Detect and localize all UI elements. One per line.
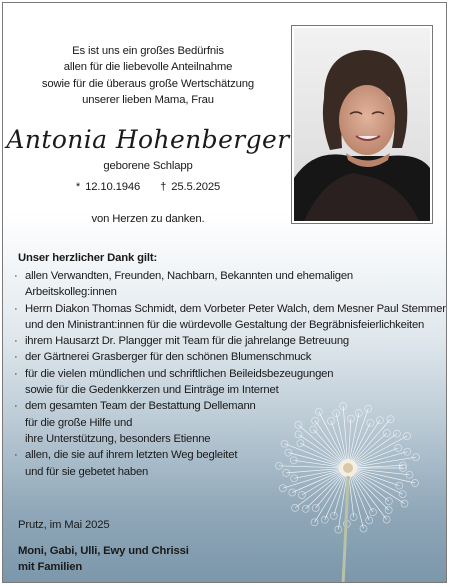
birth-date: * 12.10.1946: [75, 181, 141, 193]
thanks-list-item: · ihrem Hausarzt Dr. Plangger mit Team für die jahrelange Betreuung: [14, 333, 444, 349]
intro-line: unserer lieben Mama, Frau: [82, 93, 214, 106]
thanks-list-item: für die große Hilfe und: [25, 416, 133, 429]
thanks-list-item: Arbeitskolleg:innen: [25, 286, 117, 299]
thanks-line: von Herzen zu danken.: [91, 213, 205, 225]
thanks-list-item: · der Gärtnerei Grasberger für den schönen Blumenschmuck: [14, 349, 444, 365]
dandelion-illustration: [253, 398, 447, 583]
thanks-list-item: · für die vielen mündlichen und schriftlichen Beileidsbezeugungen: [14, 366, 444, 382]
maiden-name: geborene Schlapp: [103, 160, 193, 172]
intro-line: Es ist uns ein großes Bedürfnis: [72, 45, 224, 57]
thanks-list-item: ihre Unterstützung, besonders Etienne: [25, 432, 211, 445]
thanks-list-item: und für sie gebetet haben: [25, 465, 149, 478]
death-date: † 25.5.2025: [160, 181, 221, 193]
place-date: Prutz, im Mai 2025: [18, 519, 110, 531]
thanks-list-item: und den Ministrant:innen für die würdevolle Gestaltung der Begräbnisfeierlichkeiten: [25, 318, 425, 331]
deceased-name: Antonia Hohenberger: [6, 125, 290, 154]
thanks-list-item: sowie für die Gedenkkerzen und Einträge im Internet: [25, 384, 279, 397]
signature-line: mit Familien: [18, 561, 83, 574]
thanks-list-item: · allen Verwandten, Freunden, Nachbarn, Bekannten und ehemaligen: [14, 268, 444, 284]
intro-line: sowie für die überaus große Wertschätzung: [41, 77, 255, 90]
signature: [18, 543, 189, 576]
thanks-list-item: · allen, die sie auf ihrem letzten Weg begleitet: [14, 447, 444, 463]
thanks-list-item: · dem gesamten Team der Bestattung Dellemann: [14, 398, 444, 414]
obituary-notice: [2, 2, 447, 583]
portrait-photo: [292, 26, 432, 223]
thanks-list-item: · Herrn Diakon Thomas Schmidt, dem Vorbeter Peter Walch, dem Mesner Paul Stemmer: [14, 301, 444, 317]
thanks-heading: Unser herzlicher Dank gilt:: [18, 252, 158, 264]
portrait-illustration: [294, 28, 430, 221]
life-dates: [3, 179, 293, 195]
signature-line: Moni, Gabi, Ulli, Ewy und Chrissi: [18, 545, 189, 557]
intro-line: allen für die liebevolle Anteilnahme: [63, 61, 233, 74]
intro-text: [3, 43, 293, 108]
